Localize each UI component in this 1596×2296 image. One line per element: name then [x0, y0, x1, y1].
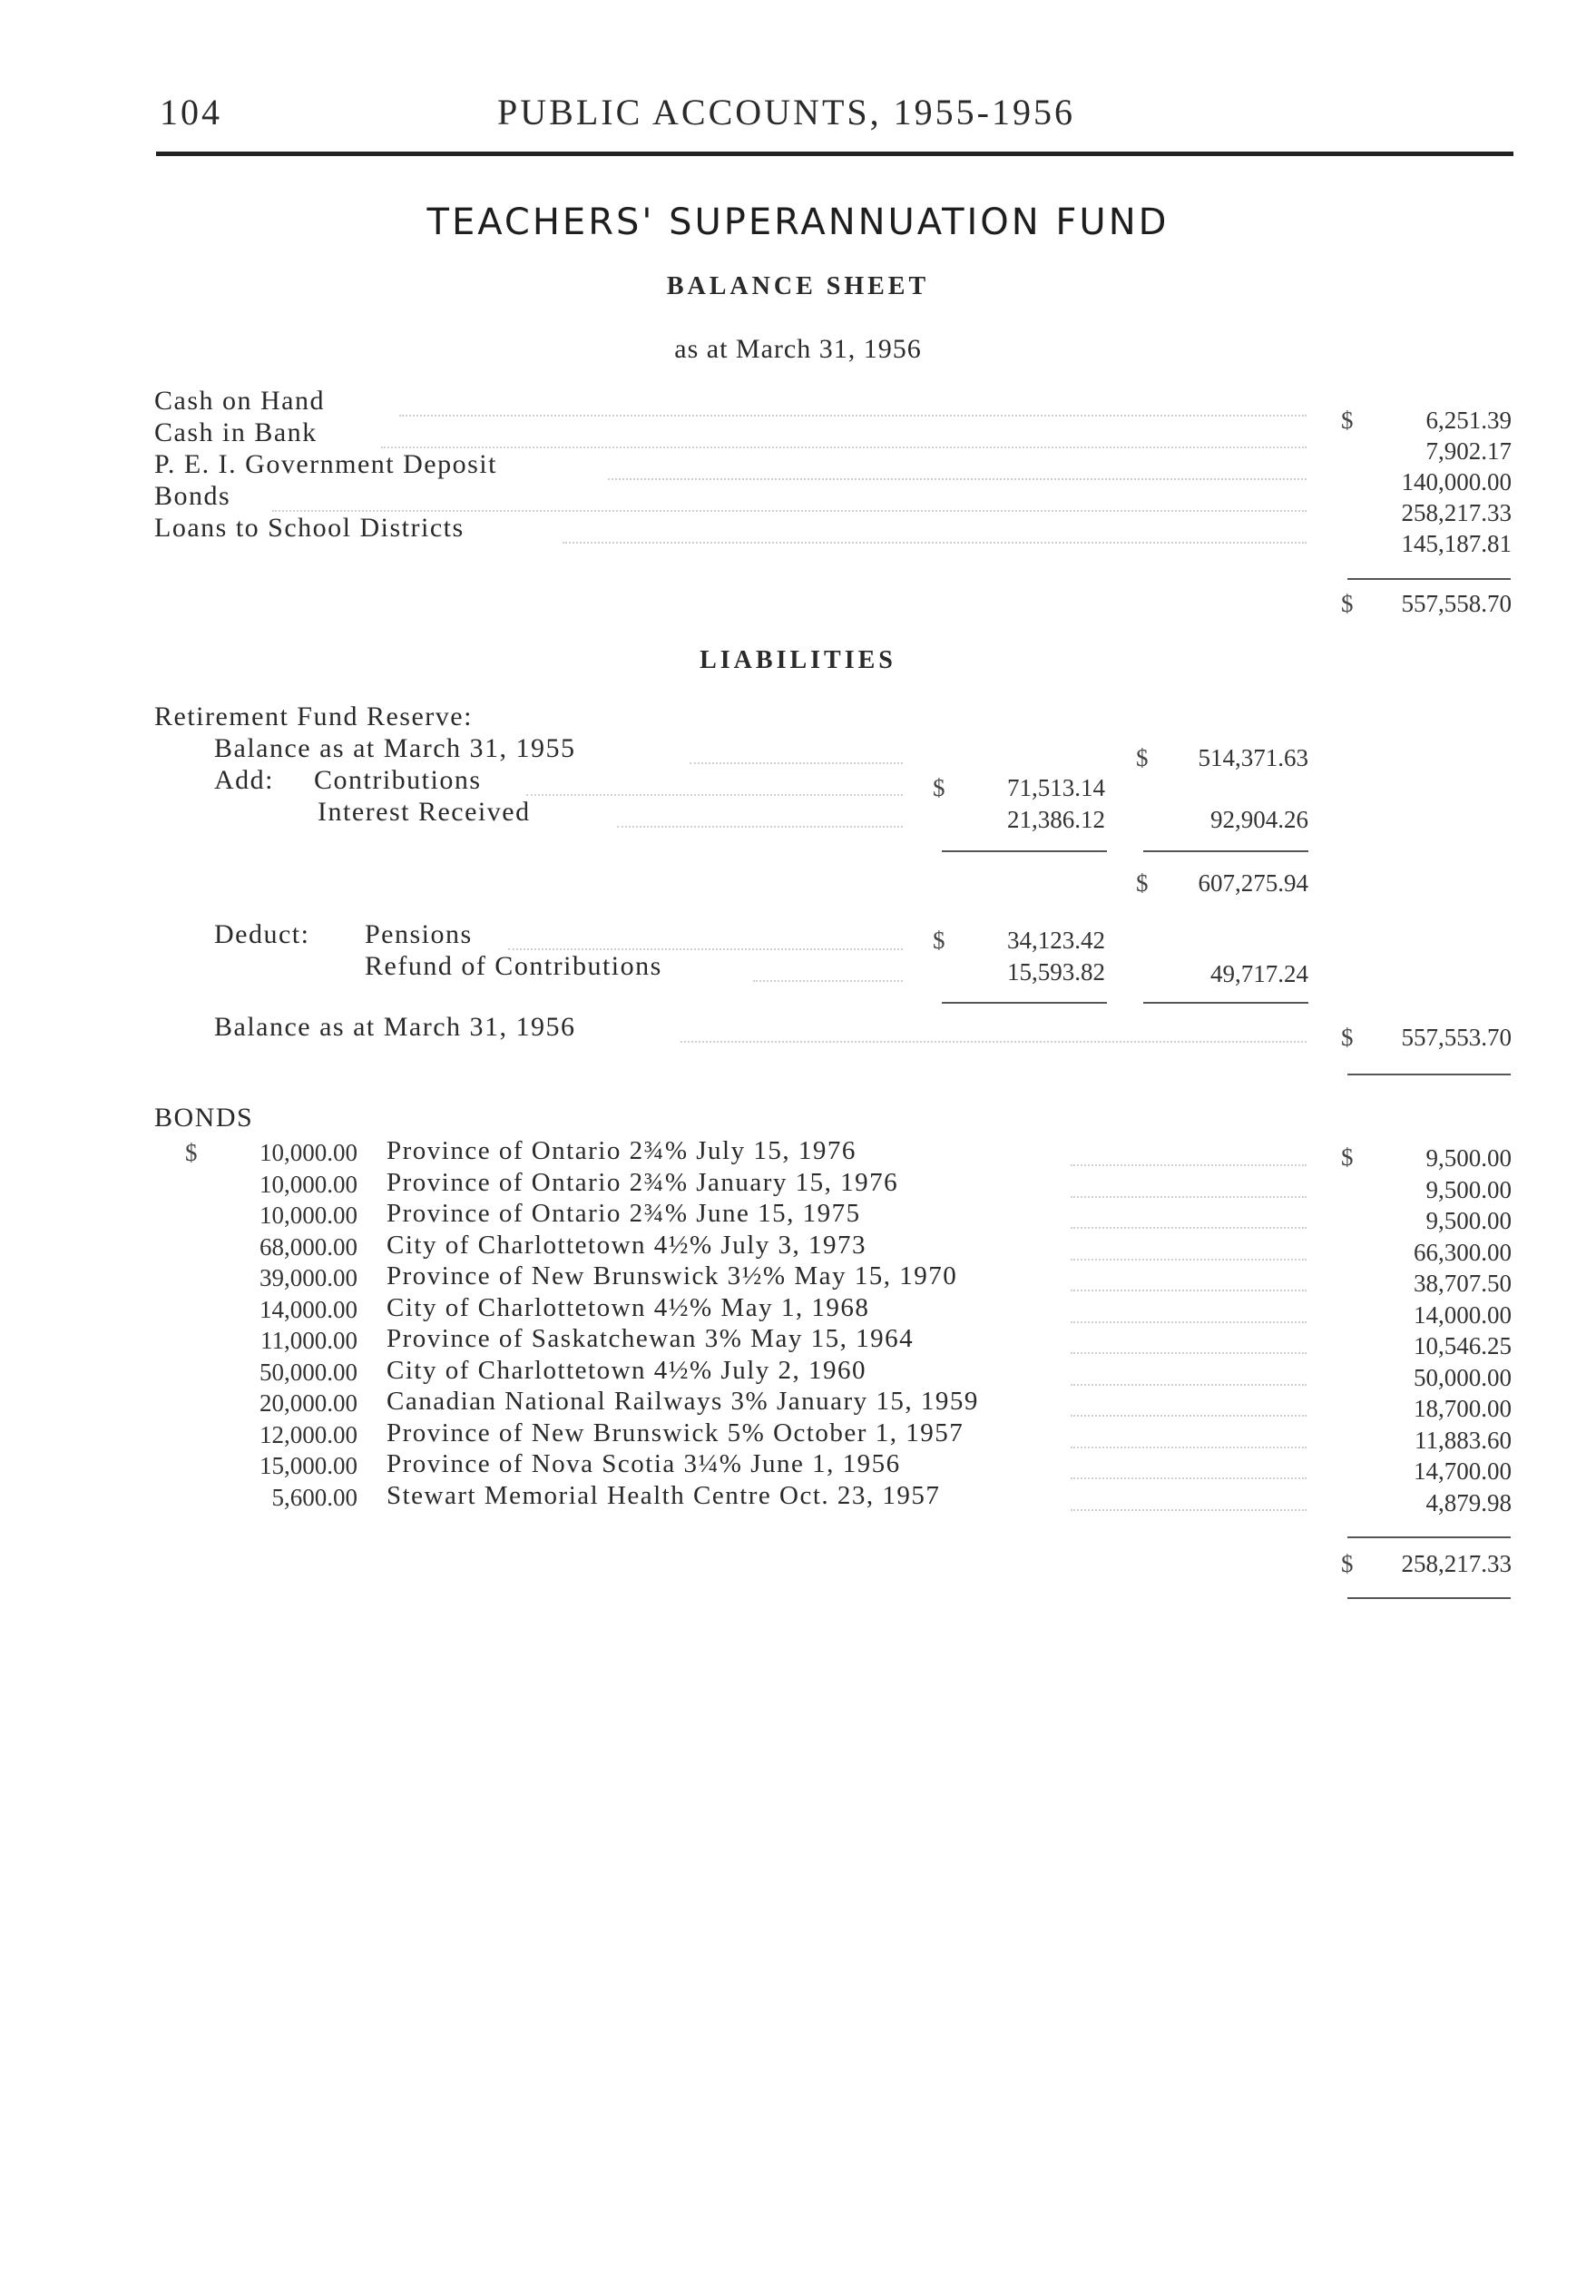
liabilities-heading: LIABILITIES: [700, 646, 896, 674]
closing-dollar-sign: $: [1341, 1024, 1354, 1051]
bond-description: Province of Ontario 2¾% January 15, 1976: [387, 1167, 899, 1197]
header-rule: [156, 152, 1513, 156]
contributions-dollar-sign: $: [933, 774, 945, 801]
bond-face-value: 5,600.00: [271, 1483, 357, 1511]
bond-value: 66,300.00: [1414, 1238, 1512, 1266]
bond-value: 14,000.00: [1414, 1300, 1512, 1329]
asset-leader: [563, 542, 1307, 544]
bond-face-value: 50,000.00: [259, 1358, 357, 1386]
add-total-value: 92,904.26: [1210, 806, 1308, 833]
bond-value: 50,000.00: [1414, 1363, 1512, 1391]
assets-total-rule: [1347, 578, 1511, 580]
bond-leader: [1071, 1290, 1307, 1291]
bond-description: Province of Ontario 2¾% June 15, 1975: [387, 1199, 861, 1228]
bond-face-value: 20,000.00: [259, 1389, 357, 1417]
bonds-total-dollar-sign: $: [1341, 1550, 1354, 1577]
subtotal-dollar-sign: $: [1136, 869, 1149, 897]
contributions-value: 71,513.14: [1007, 774, 1105, 801]
bond-description: City of Charlottetown 4½% July 3, 1973: [387, 1230, 867, 1260]
refund-label: Refund of Contributions: [365, 951, 662, 981]
bond-leader: [1071, 1227, 1307, 1229]
contributions-label: Contributions: [314, 765, 482, 795]
bond-leader: [1071, 1259, 1307, 1261]
opening-balance-value: 514,371.63: [1198, 744, 1308, 771]
bond-value: 9,500.00: [1425, 1207, 1512, 1234]
bond-face-value: 15,000.00: [259, 1452, 357, 1479]
bond-value: 18,700.00: [1414, 1395, 1512, 1422]
asset-value: 140,000.00: [1401, 468, 1512, 496]
asset-leader: [272, 510, 1307, 512]
balance-sheet-subtitle: BALANCE SHEET: [666, 272, 930, 300]
date-line: as at March 31, 1956: [674, 334, 922, 364]
bond-leader: [1071, 1196, 1307, 1198]
bonds-face-dollar-sign: $: [185, 1139, 198, 1166]
asset-label: Bonds: [154, 481, 231, 511]
opening-dollar-sign: $: [1136, 744, 1149, 771]
bonds-value-dollar-sign: $: [1341, 1143, 1354, 1171]
bond-value: 38,707.50: [1414, 1270, 1512, 1297]
opening-balance-label: Balance as at March 31, 1955: [214, 733, 576, 763]
refund-value: 15,593.82: [1007, 958, 1105, 986]
asset-label: Cash on Hand: [154, 386, 325, 416]
bond-face-value: 68,000.00: [259, 1232, 357, 1261]
bond-leader: [1071, 1321, 1307, 1323]
deduct-total-value: 49,717.24: [1210, 960, 1308, 987]
asset-leader: [399, 415, 1307, 417]
bond-face-value: 10,000.00: [259, 1139, 357, 1166]
closing-balance-label: Balance as at March 31, 1956: [214, 1012, 576, 1042]
assets-total-dollar-sign: $: [1341, 590, 1354, 617]
closing-balance-value: 557,553.70: [1401, 1024, 1512, 1051]
subtotal-value: 607,275.94: [1198, 869, 1308, 897]
add-label: Add:: [214, 765, 274, 795]
pensions-label: Pensions: [365, 919, 473, 949]
asset-value: 258,217.33: [1401, 499, 1512, 526]
bond-face-value: 10,000.00: [259, 1170, 357, 1198]
bond-description: Province of New Brunswick 5% October 1, 1957: [387, 1418, 964, 1447]
bond-description: Province of Ontario 2¾% July 15, 1976: [387, 1136, 857, 1165]
bond-leader: [1071, 1477, 1307, 1479]
interest-label: Interest Received: [318, 797, 531, 827]
bond-face-value: 14,000.00: [259, 1295, 357, 1323]
bond-value: 10,546.25: [1414, 1332, 1512, 1359]
bond-leader: [1071, 1447, 1307, 1448]
page-number: 104: [160, 92, 222, 132]
reserve-label: Retirement Fund Reserve:: [154, 702, 473, 731]
bond-description: City of Charlottetown 4½% July 2, 1960: [387, 1355, 867, 1385]
asset-value: 145,187.81: [1401, 530, 1512, 557]
bond-leader: [1071, 1164, 1307, 1166]
pensions-value: 34,123.42: [1007, 927, 1105, 954]
asset-label: Loans to School Districts: [154, 513, 465, 543]
bond-description: Stewart Memorial Health Centre Oct. 23, 1957: [387, 1480, 941, 1510]
bond-value: 14,700.00: [1414, 1457, 1512, 1485]
running-title: PUBLIC ACCOUNTS, 1955-1956: [497, 92, 1075, 132]
asset-label: P. E. I. Government Deposit: [154, 449, 497, 479]
pensions-dollar-sign: $: [933, 927, 945, 954]
asset-label: Cash in Bank: [154, 417, 318, 447]
bond-description: Canadian National Railways 3% January 15, 1959: [387, 1387, 979, 1416]
bond-description: Province of Saskatchewan 3% May 15, 1964: [387, 1324, 915, 1353]
bond-description: Province of New Brunswick 3½% May 15, 1970: [387, 1261, 958, 1290]
bond-face-value: 39,000.00: [259, 1264, 357, 1291]
deduct-label: Deduct:: [214, 919, 310, 949]
bonds-heading: BONDS: [154, 1103, 254, 1133]
bond-value: 9,500.00: [1425, 1175, 1512, 1203]
asset-value: 6,251.39: [1425, 407, 1512, 434]
bond-value: 4,879.98: [1425, 1488, 1512, 1516]
assets-dollar-sign: $: [1341, 407, 1354, 434]
bond-description: City of Charlottetown 4½% May 1, 1968: [387, 1292, 870, 1322]
asset-leader: [381, 446, 1307, 448]
assets-total: 557,558.70: [1401, 590, 1512, 617]
bond-face-value: 11,000.00: [260, 1327, 357, 1354]
bond-leader: [1071, 1509, 1307, 1511]
bond-leader: [1071, 1352, 1307, 1354]
bond-leader: [1071, 1415, 1307, 1417]
bonds-total: 258,217.33: [1401, 1550, 1512, 1577]
asset-leader: [608, 478, 1307, 480]
bond-face-value: 10,000.00: [259, 1202, 357, 1229]
page-title: TEACHERS' SUPERANNUATION FUND: [426, 201, 1170, 243]
bond-face-value: 12,000.00: [259, 1420, 357, 1448]
interest-value: 21,386.12: [1007, 806, 1105, 833]
bond-description: Province of Nova Scotia 3¼% June 1, 1956: [387, 1449, 901, 1478]
asset-value: 7,902.17: [1425, 437, 1512, 465]
bond-value: 11,883.60: [1415, 1426, 1512, 1454]
bond-leader: [1071, 1384, 1307, 1386]
bond-value: 9,500.00: [1425, 1144, 1512, 1172]
